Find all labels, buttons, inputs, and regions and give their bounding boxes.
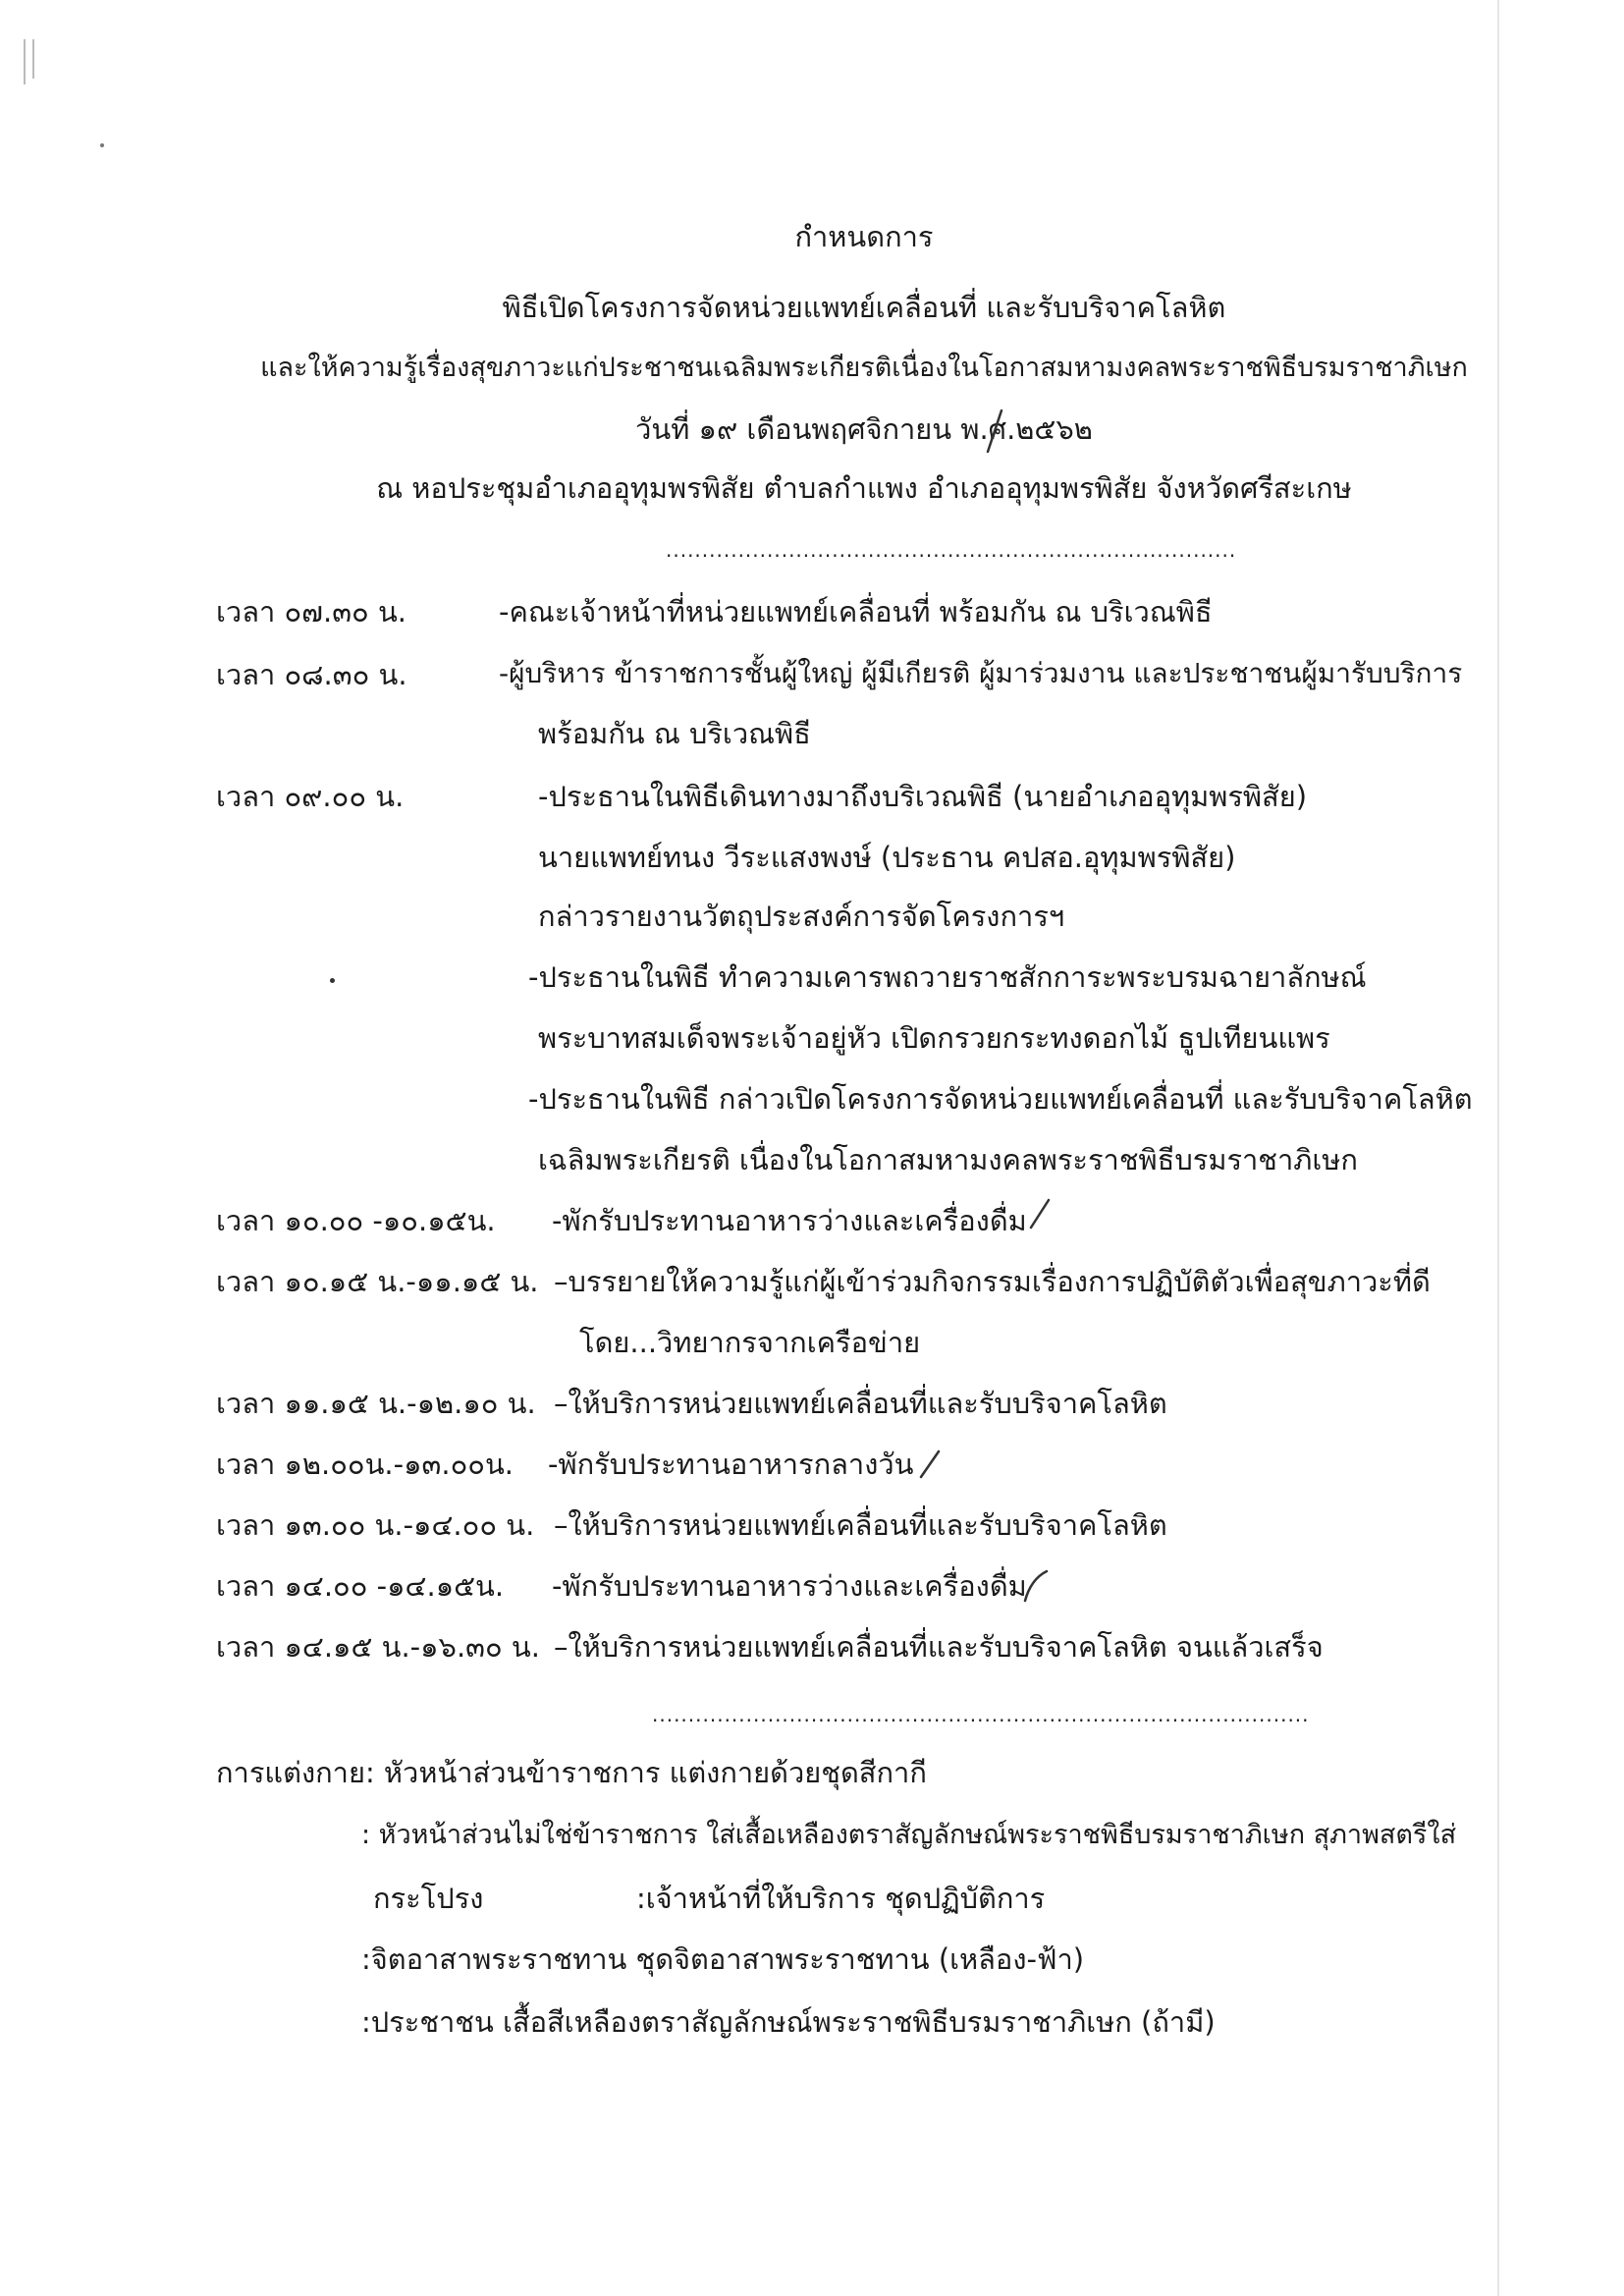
schedule-activity: -ประธานในพิธี ทำความเคารพถวายราชสักการะพระบรมฉายาลักษณ์ [528,960,1367,994]
scan-mark [32,39,34,79]
dress-code-line: :เจ้าหน้าที่ให้บริการ ชุดปฏิบัติการ [636,1882,1046,1915]
schedule-time: เวลา ๑๐.๑๕ น.-๑๑.๑๕ น. [216,1265,539,1298]
schedule-activity: –บรรยายให้ความรู้แก่ผู้เข้าร่วมกิจกรรมเรื่องการปฏิบัติตัวเพื่อสุขภาวะที่ดี [554,1265,1431,1298]
schedule-activity: -ประธานในพิธี กล่าวเปิดโครงการจัดหน่วยแพทย์เคลื่อนที่ และรับบริจาคโลหิต [528,1082,1473,1116]
schedule-activity: กล่าวรายงานวัตถุประสงค์การจัดโครงการฯ [538,900,1065,933]
header-venue: ณ หอประชุมอำเภออุทุมพรพิสัย ตำบลกำแพง อำเภออุทุมพรพิสัย จังหวัดศรีสะเกษ [376,471,1352,505]
dress-code-line: กระโปรง [373,1882,484,1915]
schedule-activity: เฉลิมพระเกียรติ เนื่องในโอกาสมหามงคลพระราชพิธีบรมราชาภิเษก [538,1143,1358,1176]
schedule-activity: -ผู้บริหาร ข้าราชการชั้นผู้ใหญ่ ผู้มีเกียรติ ผู้มาร่วมงาน และประชาชนผู้มารับบริการ [499,657,1463,689]
schedule-time: เวลา ๑๓.๐๐ น.-๑๔.๐๐ น. [216,1508,535,1542]
scan-speck [100,143,104,147]
scan-mark [24,39,26,84]
schedule-activity: -พักรับประทานอาหารว่างและเครื่องดื่ม [552,1569,1027,1603]
schedule-time: เวลา ๐๙.๐๐ น. [216,780,405,813]
schedule-activity: -พักรับประทานอาหารกลางวัน [548,1448,914,1481]
schedule-activity: โดย...วิทยากรจากเครือข่าย [579,1326,921,1359]
dress-code-line: :ประชาชน เสื้อสีเหลืองตราสัญลักษณ์พระราชพิธีบรมราชาภิเษก (ถ้ามี) [361,2005,1216,2039]
schedule-activity: –ให้บริการหน่วยแพทย์เคลื่อนที่และรับบริจาคโลหิต [554,1387,1167,1420]
schedule-activity: -พักรับประทานอาหารว่างและเครื่องดื่ม [552,1204,1027,1237]
schedule-activity: พร้อมกัน ณ บริเวณพิธี [538,717,811,750]
handwritten-check-mark [1027,1196,1053,1231]
schedule-activity: –ให้บริการหน่วยแพทย์เคลื่อนที่และรับบริจาคโลหิต จนแล้วเสร็จ [554,1630,1324,1664]
handwritten-check-mark [1021,1567,1051,1605]
schedule-time: เวลา ๑๑.๑๕ น.-๑๒.๑๐ น. [216,1387,536,1420]
schedule-time: เวลา ๑๔.๑๕ น.-๑๖.๓๐ น. [216,1630,540,1664]
scan-edge [1497,0,1499,2296]
schedule-activity: พระบาทสมเด็จพระเจ้าอยู่หัว เปิดกรวยกระทงดอกไม้ ธูปเทียนแพร [538,1021,1330,1055]
dress-code-line: :จิตอาสาพระราชทาน ชุดจิตอาสาพระราชทาน (เหลือง-ฟ้า) [361,1942,1085,1976]
handwritten-pen-mark [982,405,1007,456]
schedule-time: เวลา ๐๘.๓๐ น. [216,658,407,691]
scan-speck [330,978,335,983]
dress-code-line: : หัวหน้าส่วนไม่ใช่ข้าราชการ ใส่เสื้อเหลืองตราสัญลักษณ์พระราชพิธีบรมราชาภิเษก สุภาพสตรีใส่ [361,1820,1457,1850]
schedule-time: เวลา ๑๒.๐๐น.-๑๓.๐๐น. [216,1448,514,1481]
handwritten-check-mark [917,1446,943,1481]
schedule-activity: -ประธานในพิธีเดินทางมาถึงบริเวณพิธี (นายอำเภออุทุมพรพิสัย) [538,780,1308,813]
document-title: กำหนดการ [794,220,934,253]
dress-code-heading: การแต่งกาย: หัวหน้าส่วนข้าราชการ แต่งกายด้วยชุดสีกากี [216,1756,927,1789]
divider-dots: ........................................................................................... [652,1703,1310,1726]
header-line-2: และให้ความรู้เรื่องสุขภาวะแก่ประชาชนเฉลิมพระเกียรติเนื่องในโอกาสมหามงคลพระราชพิธีบรมราชาภิเษก [260,353,1468,383]
schedule-activity: -คณะเจ้าหน้าที่หน่วยแพทย์เคลื่อนที่ พร้อมกัน ณ บริเวณพิธี [499,595,1213,629]
header-line-1: พิธีเปิดโครงการจัดหน่วยแพทย์เคลื่อนที่ และรับบริจาคโลหิต [502,291,1226,324]
header-date: วันที่ ๑๙ เดือนพฤศจิกายน พ.ศ.๒๕๖๒ [635,412,1093,446]
schedule-activity: นายแพทย์ทนง วีระแสงพงษ์ (ประธาน คปสอ.อุทุมพรพิสัย) [538,841,1236,874]
schedule-time: เวลา ๐๗.๓๐ น. [216,595,406,629]
schedule-activity: –ให้บริการหน่วยแพทย์เคลื่อนที่และรับบริจาคโลหิต [554,1508,1167,1542]
schedule-time: เวลา ๑๔.๐๐ -๑๔.๑๕น. [216,1569,505,1603]
schedule-time: เวลา ๑๐.๐๐ -๑๐.๑๕น. [216,1204,496,1237]
divider-dots: ............................................................................... [666,538,1237,562]
